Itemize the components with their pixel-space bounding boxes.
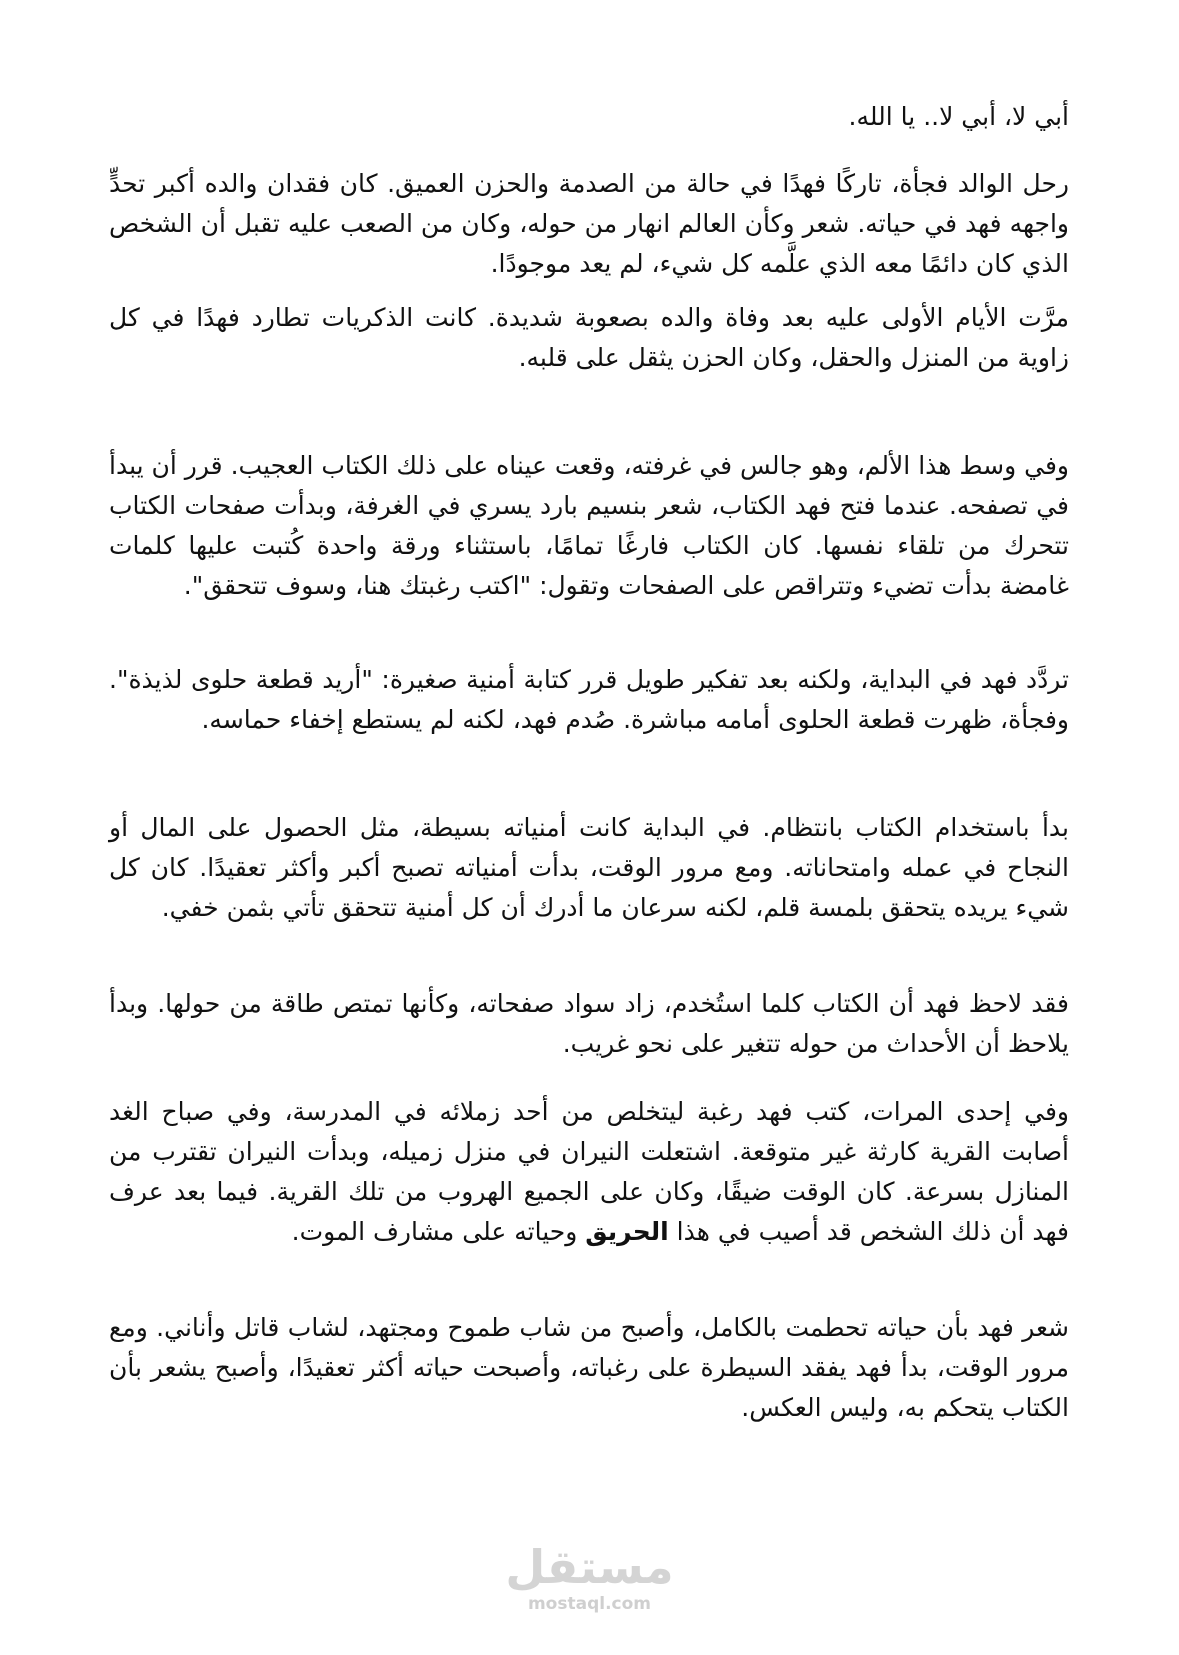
paragraph-fire-incident: [109, 1092, 1069, 1252]
paragraph-first-days: مرَّت الأيام الأولى عليه بعد وفاة والده بصعوبة شديدة. كانت الذكريات تطارد فهدًا في كل زاوية من المنزل والحقل، وكان الحزن يثقل على قلبه.: [109, 303, 1069, 372]
paragraph-strange-book: وفي وسط هذا الألم، وهو جالس في غرفته، وقعت عيناه على ذلك الكتاب العجيب. قرر أن يبدأ في تصفحه. عندما فتح فهد الكتاب، شعر بنسيم بارد يسري في الغرفة، وبدأت صفحات الكتاب تتحرك من تلقاء نفسها. كان الكتاب فارغًا تمامًا، باستثناء ورقة واحدة كُتبت عليها كلمات غامضة بدأت تضيء وتتراقص على الصفحات وتقول: "اكتب رغبتك هنا، وسوف تتحقق".: [109, 451, 1069, 600]
watermark-brand: مستقل: [505, 1540, 674, 1594]
mostaql-watermark: [0, 1540, 1179, 1640]
watermark-url: mostaql.com: [527, 1594, 652, 1614]
fire-text-after: وحياته على مشارف الموت.: [291, 1217, 586, 1246]
fire-text-before: وفي إحدى المرات، كتب فهد رغبة ليتخلص من أحد زملائه في المدرسة، وفي صباح الغد أصابت القرية كارثة غير متوقعة. اشتعلت النيران في منزل زميله، وبدأت النيران تقترب من المنازل بسرعة. كان الوقت ضيقًا، وكان على الجميع الهروب من تلك القرية. فيما بعد عرف فهد أن ذلك الشخص قد أصيب في هذا: [109, 1097, 1069, 1246]
paragraph-father-death: رحل الوالد فجأة، تاركًا فهدًا في حالة من الصدمة والحزن العميق. كان فقدان والده أكبر تحدٍّ واجهه فهد في حياته. شعر وكأن العالم انهار من حوله، وكان من الصعب عليه تقبل أن الشخص الذي كان دائمًا معه الذي علَّمه كل شيء، لم يعد موجودًا.: [109, 169, 1069, 278]
paragraph-life-shattered: شعر فهد بأن حياته تحطمت بالكامل، وأصبح من شاب طموح ومجتهد، لشاب قاتل وأناني. ومع مرور الوقت، بدأ فهد يفقد السيطرة على رغباته، وأصبحت حياته أكثر تعقيدًا، وأصبح يشعر بأن الكتاب يتحكم به، وليس العكس.: [109, 1313, 1069, 1422]
paragraph-opening-cry: أبي لا، أبي لا.. يا الله.: [848, 102, 1069, 131]
paragraph-first-wish: تردَّد فهد في البداية، ولكنه بعد تفكير طويل قرر كتابة أمنية صغيرة: "أريد قطعة حلوى لذيذة". وفجأة، ظهرت قطعة الحلوى أمامه مباشرة. صُدم فهد، لكنه لم يستطع إخفاء حماسه.: [109, 665, 1069, 734]
fire-word-bold: الحريق: [585, 1217, 669, 1246]
paragraph-dark-pages: فقد لاحظ فهد أن الكتاب كلما استُخدم، زاد سواد صفحاته، وكأنها تمتص طاقة من حولها. وبدأ يلاحظ أن الأحداث من حوله تتغير على نحو غريب.: [109, 989, 1069, 1058]
paragraph-regular-use: بدأ باستخدام الكتاب بانتظام. في البداية كانت أمنياته بسيطة، مثل الحصول على المال أو النجاح في عمله وامتحاناته. ومع مرور الوقت، بدأت أمنياته تصبح أكبر وأكثر تعقيدًا. كان كل شيء يريده يتحقق بلمسة قلم، لكنه سرعان ما أدرك أن كل أمنية تتحقق تأتي بثمن خفي.: [109, 813, 1069, 922]
